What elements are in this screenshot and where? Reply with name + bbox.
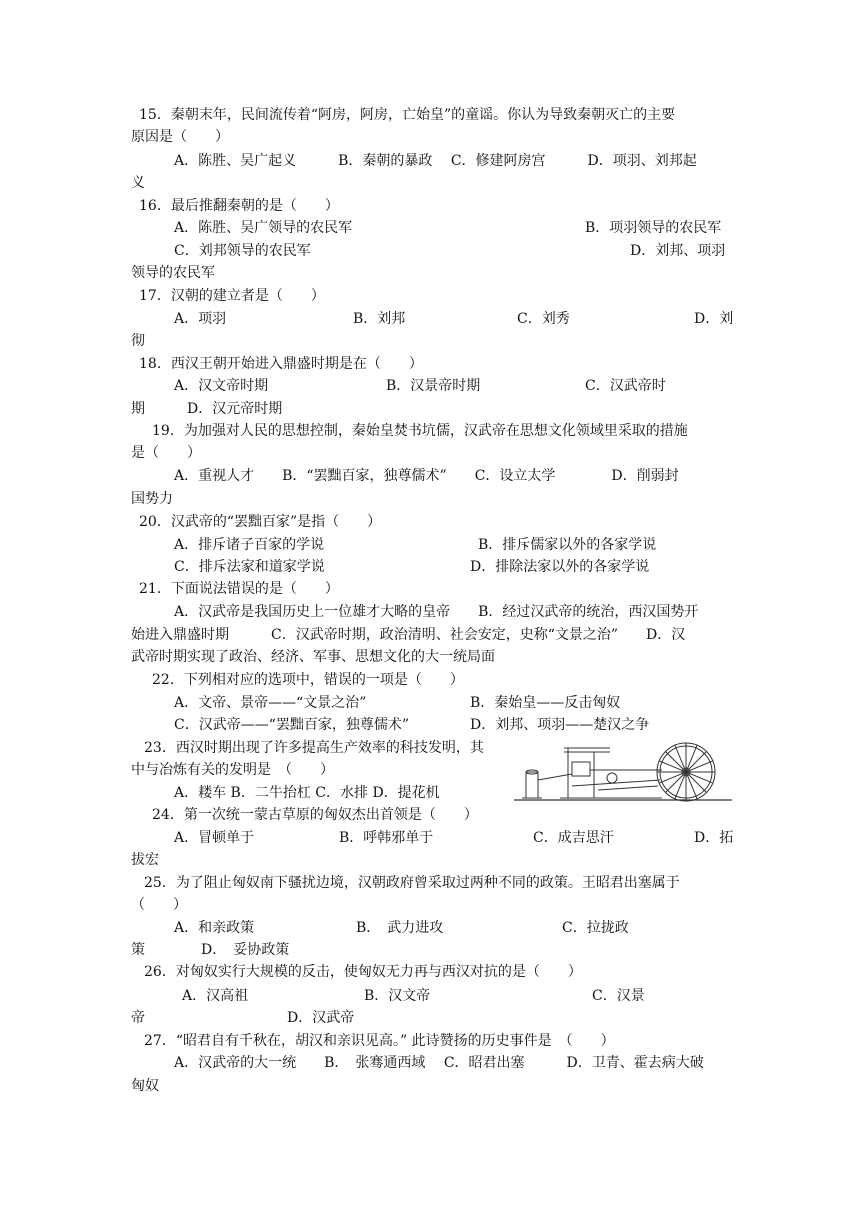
q19-stem-line2: 是（ ） xyxy=(131,445,201,461)
q18-option-c: C．汉武帝时 xyxy=(585,378,666,394)
water-wheel xyxy=(657,743,715,801)
q25-option-c: C．拉拢政 xyxy=(562,920,629,936)
q25-option-cd-cont: 策 D． 妥协政策 xyxy=(131,942,290,958)
q22-option-b: B．秦始皇——反击匈奴 xyxy=(470,695,621,711)
q24-stem: 24．第一次统一蒙古草原的匈奴杰出首领是（ ） xyxy=(152,807,478,823)
q19-options-line1: A．重视人才 B．“罢黜百家，独尊儒术” C．设立太学 D．削弱封 xyxy=(174,468,679,484)
q17-option-a: A．项羽 xyxy=(174,311,227,327)
q24-option-d-cont: 拔宏 xyxy=(131,852,159,868)
q27-options-line2: 匈奴 xyxy=(131,1078,159,1094)
q24-option-c: C．成吉思汗 xyxy=(533,830,614,846)
q23-options: A．耧车 B．二牛抬杠 C．水排 D．提花机 xyxy=(174,785,440,801)
q16-option-d: D．刘邦、项羽 xyxy=(630,243,726,259)
q18-option-b: B．汉景帝时期 xyxy=(386,378,481,394)
q25-option-a: A．和亲政策 xyxy=(174,920,255,936)
q23-stem-line2: 中与冶炼有关的发明是 （ ） xyxy=(131,762,334,778)
q17-stem: 17．汉朝的建立者是（ ） xyxy=(139,288,325,304)
q22-option-d: D．刘邦、项羽——楚汉之争 xyxy=(470,717,650,733)
q17-option-d-cont: 彻 xyxy=(131,333,145,349)
q26-option-c-cont: 帝 xyxy=(131,1010,145,1026)
q20-stem: 20．汉武帝的“罢黜百家”是指（ ） xyxy=(139,514,382,530)
water-bellows-illustration xyxy=(512,740,734,804)
q16-option-d-cont: 领导的农民军 xyxy=(131,265,215,281)
q24-option-b: B．呼韩邪单于 xyxy=(339,830,434,846)
q15-options-line2: 义 xyxy=(131,175,145,191)
q15-options-line1: A．陈胜、吴广起义 B．秦朝的暴政 C．修建阿房宫 D．项羽、刘邦起 xyxy=(174,153,697,169)
q25-stem-line1: 25．为了阻止匈奴南下骚扰边境，汉朝政府曾采取过两种不同的政策。王昭君出塞属于 xyxy=(144,875,680,891)
q22-stem: 22．下列相对应的选项中，错误的一项是（ ） xyxy=(152,672,464,688)
q21-options-line2: 始进入鼎盛时期 C．汉武帝时期，政治清明、社会安定，史称“文景之治” D．汉 xyxy=(131,627,686,643)
q17-option-d: D．刘 xyxy=(694,311,734,327)
q18-option-cd-cont: 期 D．汉元帝时期 xyxy=(131,401,283,417)
q16-option-a: A．陈胜、吴广领导的农民军 xyxy=(174,220,353,236)
q21-stem: 21．下面说法错误的是（ ） xyxy=(139,581,339,597)
furnace xyxy=(522,770,542,798)
q19-stem-line1: 19．为加强对人民的思想控制，秦始皇焚书坑儒，汉武帝在思想文化领域里采取的措施 xyxy=(152,423,688,439)
q15-stem-line1: 15．秦朝末年，民间流传着“阿房，阿房，亡始皇”的童谣。你认为导致秦朝灭亡的主要 xyxy=(139,107,676,123)
q18-option-a: A．汉文帝时期 xyxy=(174,378,269,394)
q23-stem-line1: 23．西汉时期出现了许多提高生产效率的科技发明，其 xyxy=(144,740,484,756)
q22-option-a: A．文帝、景帝——“文景之治” xyxy=(174,695,367,711)
q20-option-a: A．排斥诸子百家的学说 xyxy=(174,537,325,553)
q26-stem: 26．对匈奴实行大规模的反击，使匈奴无力再与西汉对抗的是（ ） xyxy=(144,964,582,980)
q21-options-line3: 武帝时期实现了政治、经济、军事、思想文化的大一统局面 xyxy=(131,649,495,665)
q26-option-d: D．汉武帝 xyxy=(287,1010,355,1026)
q17-option-c: C．刘秀 xyxy=(517,311,570,327)
q20-option-d: D．排除法家以外的各家学说 xyxy=(470,559,650,575)
q17-option-b: B．刘邦 xyxy=(353,311,406,327)
q26-option-c: C．汉景 xyxy=(592,988,645,1004)
q27-options-line1: A．汉武帝的大一统 B． 张骞通西域 C．昭君出塞 D．卫青、霍去病大破 xyxy=(174,1055,704,1071)
bellows-frame xyxy=(538,748,662,798)
q18-stem: 18．西汉王朝开始进入鼎盛时期是在（ ） xyxy=(139,356,423,372)
q20-option-c: C．排斥法家和道家学说 xyxy=(174,559,325,575)
q25-option-b: B． 武力进攻 xyxy=(356,920,444,936)
q26-option-b: B．汉文帝 xyxy=(364,988,431,1004)
q22-option-c: C．汉武帝——“罢黜百家，独尊儒术” xyxy=(174,717,410,733)
q27-stem: 27．“昭君自有千秋在，胡汉和亲识见高。” 此诗赞扬的历史事件是 （ ） xyxy=(144,1033,615,1049)
q21-options-line1: A．汉武帝是我国历史上一位雄才大略的皇帝 B．经过汉武帝的统治，西汉国势开 xyxy=(174,604,699,620)
q16-option-c: C．刘邦领导的农民军 xyxy=(174,243,311,259)
q15-stem-line2: 原因是（ ） xyxy=(131,129,229,145)
q16-option-b: B．项羽领导的农民军 xyxy=(585,220,722,236)
q25-stem-line2: （ ） xyxy=(131,897,187,913)
q16-stem: 16．最后推翻秦朝的是（ ） xyxy=(139,198,339,214)
q24-option-a: A．冒顿单于 xyxy=(174,830,255,846)
q26-option-a: A．汉高祖 xyxy=(182,988,249,1004)
q19-options-line2: 国势力 xyxy=(131,491,173,507)
q24-option-d: D．拓 xyxy=(694,830,734,846)
q20-option-b: B．排斥儒家以外的各家学说 xyxy=(478,537,657,553)
